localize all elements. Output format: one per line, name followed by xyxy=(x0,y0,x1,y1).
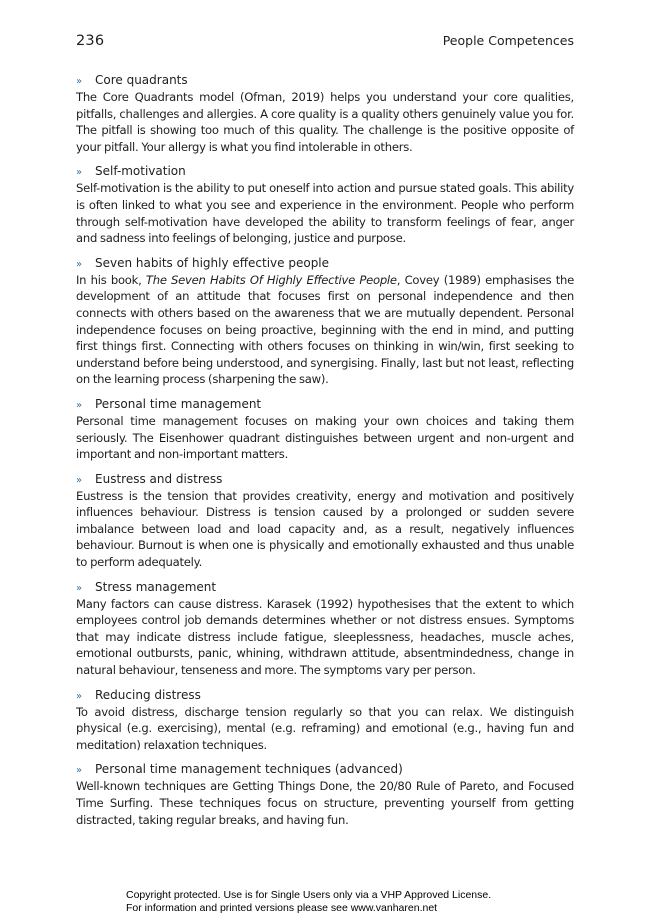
bullet-icon: » xyxy=(76,76,83,87)
body-text-post: , Covey (1989) emphasises the development of an attitude that focuses first on personal independence and then connects with others based on the awareness that we are mutually dependent. Personal independence focuses on being proactive, beginning with the end in mind, and putting first things first. Connecting with others focuses on thinking in win/win, first seeking to understand before being understood, and synergising. Finally, last but not least, reflecting on the learning process (sharpening the saw). xyxy=(76,272,574,387)
body-text-pre: In his book, xyxy=(76,272,146,287)
bullet-icon: » xyxy=(76,765,83,777)
info-line: For information and printed versions please see www.vanharen.net xyxy=(126,901,438,914)
section-self-motivation xyxy=(76,163,574,246)
section-heading-text: Reducing distress xyxy=(95,687,201,702)
bullet-icon: » xyxy=(76,582,83,594)
bullet-icon: » xyxy=(76,399,83,411)
section-heading xyxy=(76,396,574,413)
section-stress-management xyxy=(76,579,574,679)
section-body: Many factors can cause distress. Karasek (1992) hypothesises that the extent to which employees control job demands determines whether or not distress ensues. Symptoms that may indicate distress include fatigue, sleeplessness, headaches, muscle aches, emotional outbursts, panic, whining, withdrawn attitude, absentmindedness, change in natural behaviour, tenseness and more. The symptoms vary per person. xyxy=(76,596,574,678)
section-heading xyxy=(76,761,574,778)
copyright-footer xyxy=(126,889,491,914)
section-body: Eustress is the tension that provides creativity, energy and motivation and positively influences behaviour. Distress is tension caused by a prolonged or sudden severe imbalance between load and load capacity and, as a result, negatively influences behaviour. Burnout is when one is physically and emotionally exhausted and thus unable to perform adequately. xyxy=(76,488,574,570)
section-heading xyxy=(76,579,574,596)
bullet-icon: » xyxy=(76,690,83,702)
section-heading-text: Core quadrants xyxy=(95,73,188,87)
page-number: 236 xyxy=(76,33,105,49)
section-heading-text: Self-motivation xyxy=(95,164,186,179)
section-heading xyxy=(76,72,574,89)
section-personal-time-management xyxy=(76,396,574,463)
section-heading-text: Personal time management techniques (advanced) xyxy=(95,762,403,777)
section-seven-habits xyxy=(76,255,574,388)
page-content xyxy=(76,72,574,836)
section-heading-text: Stress management xyxy=(95,579,217,594)
bullet-icon: » xyxy=(76,474,83,486)
section-heading xyxy=(76,687,574,704)
section-heading xyxy=(76,163,574,180)
section-core-quadrants xyxy=(76,72,574,155)
section-body: The Core Quadrants model (Ofman, 2019) helps you understand your core qualities, pitfalls, challenges and allergies. A core quality is a quality others genuinely value you for. The pitfall is showing too much of this quality. The challenge is the positive opposite of your pitfall. Your allergy is what you find intolerable in others. xyxy=(76,90,574,154)
section-reducing-distress xyxy=(76,687,574,754)
section-heading-text: Seven habits of highly effective people xyxy=(95,255,330,270)
section-heading xyxy=(76,471,574,488)
section-time-management-techniques xyxy=(76,761,574,828)
book-title: The Seven Habits Of Highly Effective People xyxy=(145,272,397,287)
section-heading-text: Eustress and distress xyxy=(95,471,223,486)
section-body: Well-known techniques are Getting Things Done, the 20/80 Rule of Pareto, and Focused Time Surfing. These techniques focus on structure, preventing yourself from getting distracted, taking regular breaks, and having fun. xyxy=(76,779,574,827)
copyright-line: Copyright protected. Use is for Single Users only via a VHP Approved License. xyxy=(126,889,492,901)
section-body: To avoid distress, discharge tension regularly so that you can relax. We distinguish physical (e.g. exercising), mental (e.g. reframing) and emotional (e.g., having fun and meditation) relaxation techniques. xyxy=(76,704,574,752)
section-body xyxy=(76,272,574,388)
section-body: Self-motivation is the ability to put oneself into action and pursue stated goals. This ability is often linked to what you see and experience in the environment. People who perform through self-motivation have developed the ability to transform feelings of fear, anger and sadness into feelings of belonging, justice and purpose. xyxy=(76,181,574,246)
section-eustress-distress xyxy=(76,471,574,571)
bullet-icon: » xyxy=(76,258,83,270)
section-body: Personal time management focuses on making your own choices and taking them seriously. The Eisenhower quadrant distinguishes between urgent and non-urgent and important and non-important matters. xyxy=(76,413,574,462)
bullet-icon: » xyxy=(76,167,83,179)
running-head: People Competences xyxy=(442,33,574,48)
section-heading-text: Personal time management xyxy=(95,396,262,411)
page-header xyxy=(76,33,574,53)
section-heading xyxy=(76,255,574,272)
